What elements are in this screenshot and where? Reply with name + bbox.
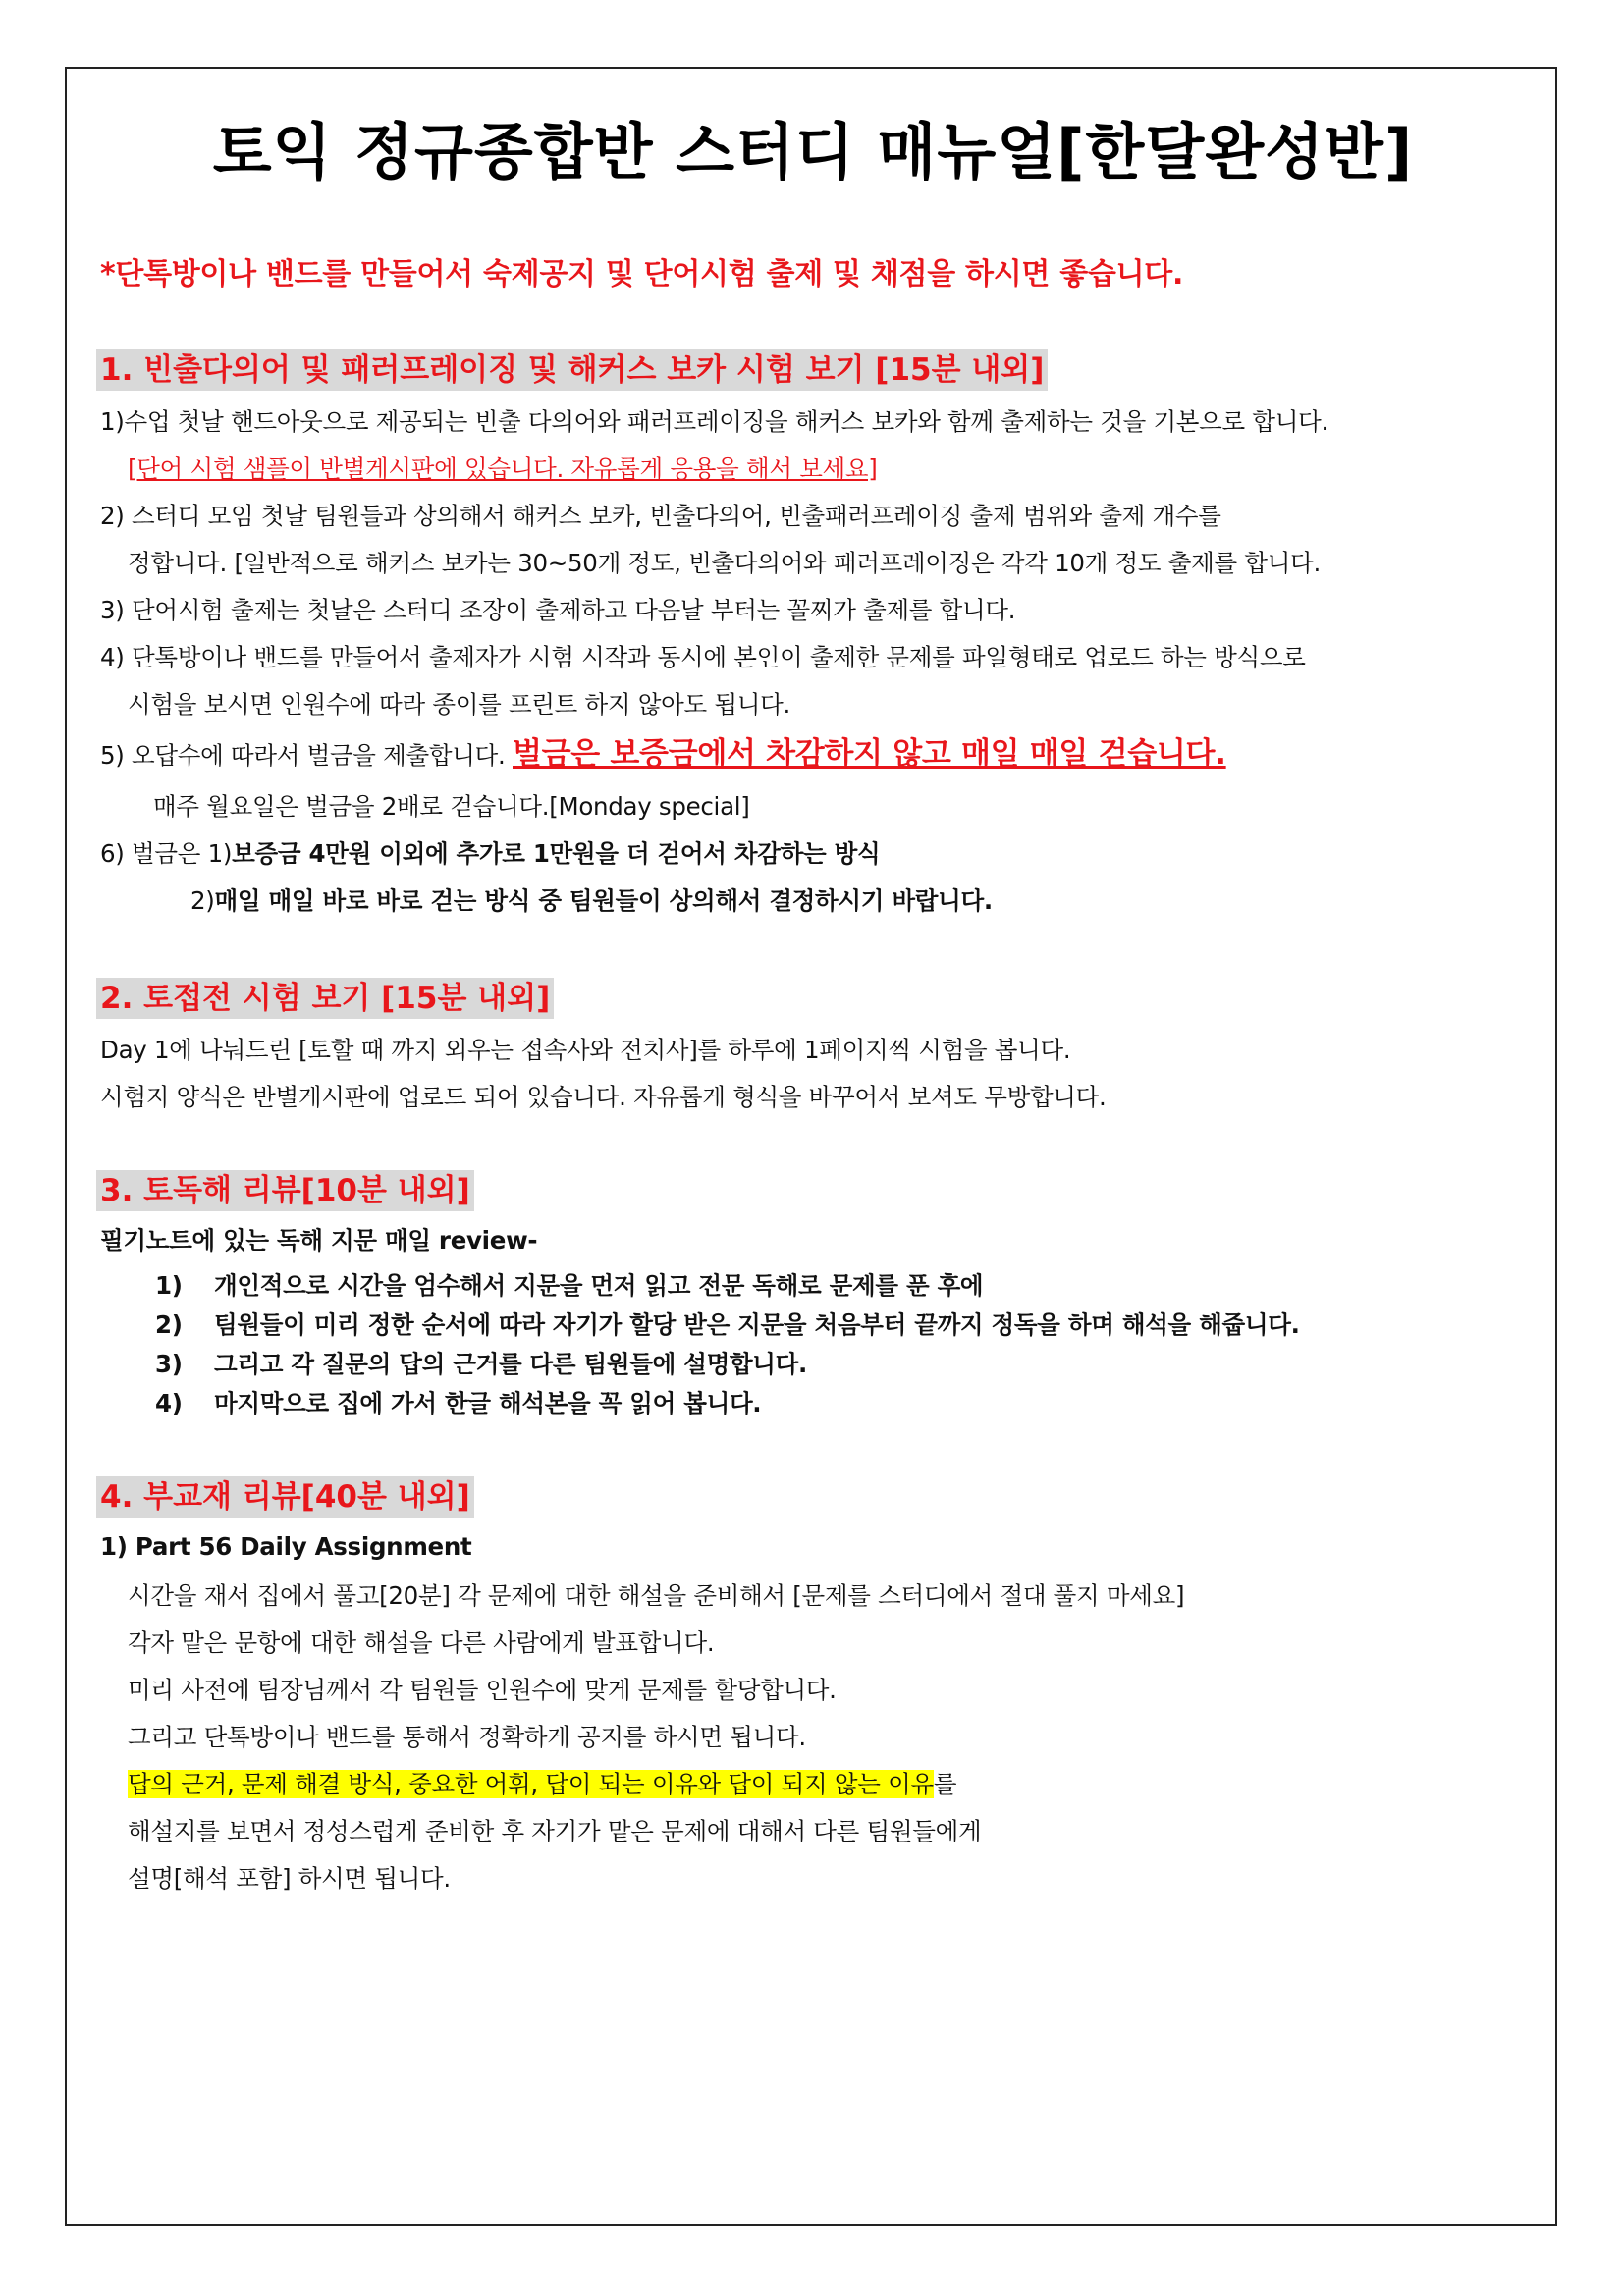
s1-line-2: [단어 시험 샘플이 반별게시판에 있습니다. 자유롭게 응용을 해서 보세요]	[128, 454, 878, 483]
page-frame	[65, 67, 1557, 2226]
s2-line-1: Day 1에 나눠드린 [토할 때 까지 외우는 접속사와 전치사]를 하루에 1페이지찍 시험을 봅니다.	[100, 1036, 1071, 1064]
list-item-text: 마지막으로 집에 가서 한글 해석본을 꼭 읽어 봅니다.	[214, 1389, 762, 1417]
s1-line-10-bold: 보증금 4만원 이외에 추가로 1만원을 더 걷어서 차감하는 방식	[232, 839, 881, 868]
document-title: 토익 정규종합반 스터디 매뉴얼[한달완성반]	[212, 116, 1414, 187]
s1-line-3: 2) 스터디 모임 첫날 팀원들과 상의해서 해커스 보카, 빈출다의어, 빈출패러프레이징 출제 범위와 출제 개수를	[100, 502, 1221, 530]
s4-line-4: 그리고 단톡방이나 밴드를 통해서 정확하게 공지를 하시면 됩니다.	[128, 1723, 806, 1751]
s1-line-6: 4) 단톡방이나 밴드를 만들어서 출제자가 시험 시작과 동시에 본인이 출제한 문제를 파일형태로 업로드 하는 방식으로	[100, 643, 1306, 671]
list-item-number: 4)	[155, 1389, 183, 1417]
list-item-text: 개인적으로 시간을 엄수해서 지문을 먼저 읽고 전문 독해로 문제를 푼 후에	[214, 1271, 984, 1300]
s1-line-8-text: 5) 오답수에 따라서 벌금을 제출합니다.	[100, 741, 513, 770]
s1-line-9: 매주 월요일은 벌금을 2배로 걷습니다.[Monday special]	[153, 792, 750, 821]
s4-line-5-suffix: 를	[933, 1770, 957, 1798]
list-item	[155, 1347, 807, 1382]
fine-policy-emphasis: 벌금은 보증금에서 차감하지 않고 매일 매일 걷습니다.	[512, 736, 1226, 772]
s1-line-1: 1)수업 첫날 핸드아웃으로 제공되는 빈출 다의어와 패러프레이징을 해커스 보카와 함께 출제하는 것을 기본으로 합니다.	[100, 407, 1328, 436]
s4-line-6: 해설지를 보면서 정성스럽게 준비한 후 자기가 맡은 문제에 대해서 다른 팀원들에게	[128, 1817, 982, 1845]
s4-line-5	[128, 1767, 956, 1802]
s4-line-1: 시간을 재서 집에서 풀고[20분] 각 문제에 대한 해설을 준비해서 [문제를 스터디에서 절대 풀지 마세요]	[128, 1581, 1185, 1610]
section-2-heading: 2. 토접전 시험 보기 [15분 내외]	[96, 978, 554, 1019]
section-1-heading: 1. 빈출다의어 및 패러프레이징 및 해커스 보카 시험 보기 [15분 내외]	[96, 349, 1048, 391]
s1-line-4: 정합니다. [일반적으로 해커스 보카는 30~50개 정도, 빈출다의어와 패러프레이징은 각각 10개 정도 출제를 합니다.	[128, 549, 1321, 577]
s1-line-5: 3) 단어시험 출제는 첫날은 스터디 조장이 출제하고 다음날 부터는 꼴찌가 출제를 합니다.	[100, 596, 1016, 624]
s4-line-2: 각자 맡은 문항에 대한 해설을 다른 사람에게 발표합니다.	[128, 1629, 715, 1657]
notice-line: *단톡방이나 밴드를 만들어서 숙제공지 및 단어시험 출제 및 채점을 하시면 좋습니다.	[100, 257, 1184, 292]
highlighted-text: 답의 근거, 문제 해결 방식, 중요한 어휘, 답이 되는 이유와 답이 되지 않는 이유	[128, 1770, 934, 1798]
s1-line-11	[190, 883, 993, 919]
s4-line-7: 설명[해석 포함] 하시면 됩니다.	[128, 1864, 451, 1893]
s1-line-10	[100, 836, 880, 872]
list-item	[155, 1386, 761, 1421]
list-item-number: 2)	[155, 1310, 183, 1339]
s1-line-10-prefix: 6) 벌금은 1)	[100, 839, 233, 868]
list-item-text: 팀원들이 미리 정한 순서에 따라 자기가 할당 받은 지문을 처음부터 끝까지 정독을 하며 해석을 해줍니다.	[214, 1310, 1300, 1339]
list-item-number: 1)	[155, 1271, 183, 1300]
list-item-number: 3)	[155, 1350, 183, 1378]
list-item	[155, 1308, 1300, 1343]
list-item-text: 그리고 각 질문의 답의 근거를 다른 팀원들에 설명합니다.	[214, 1350, 808, 1378]
s3-intro: 필기노트에 있는 독해 지문 매일 review-	[100, 1226, 538, 1255]
s1-line-11-bold: 매일 매일 바로 바로 걷는 방식 중 팀원들이 상의해서 결정하시기 바랍니다.	[214, 886, 993, 915]
s4-subheading: 1) Part 56 Daily Assignment	[100, 1532, 472, 1561]
s1-line-7: 시험을 보시면 인원수에 따라 종이를 프린트 하지 않아도 됩니다.	[128, 690, 790, 719]
s4-line-3: 미리 사전에 팀장님께서 각 팀원들 인원수에 맞게 문제를 할당합니다.	[128, 1676, 837, 1704]
section-4-heading: 4. 부교재 리뷰[40분 내외]	[96, 1476, 474, 1518]
s1-line-11-prefix: 2)	[190, 886, 215, 915]
s1-line-8	[100, 736, 1226, 774]
s2-line-2: 시험지 양식은 반별게시판에 업로드 되어 있습니다. 자유롭게 형식을 바꾸어서 보셔도 무방합니다.	[100, 1083, 1107, 1111]
section-3-heading: 3. 토독해 리뷰[10분 내외]	[96, 1170, 474, 1211]
list-item	[155, 1268, 983, 1304]
